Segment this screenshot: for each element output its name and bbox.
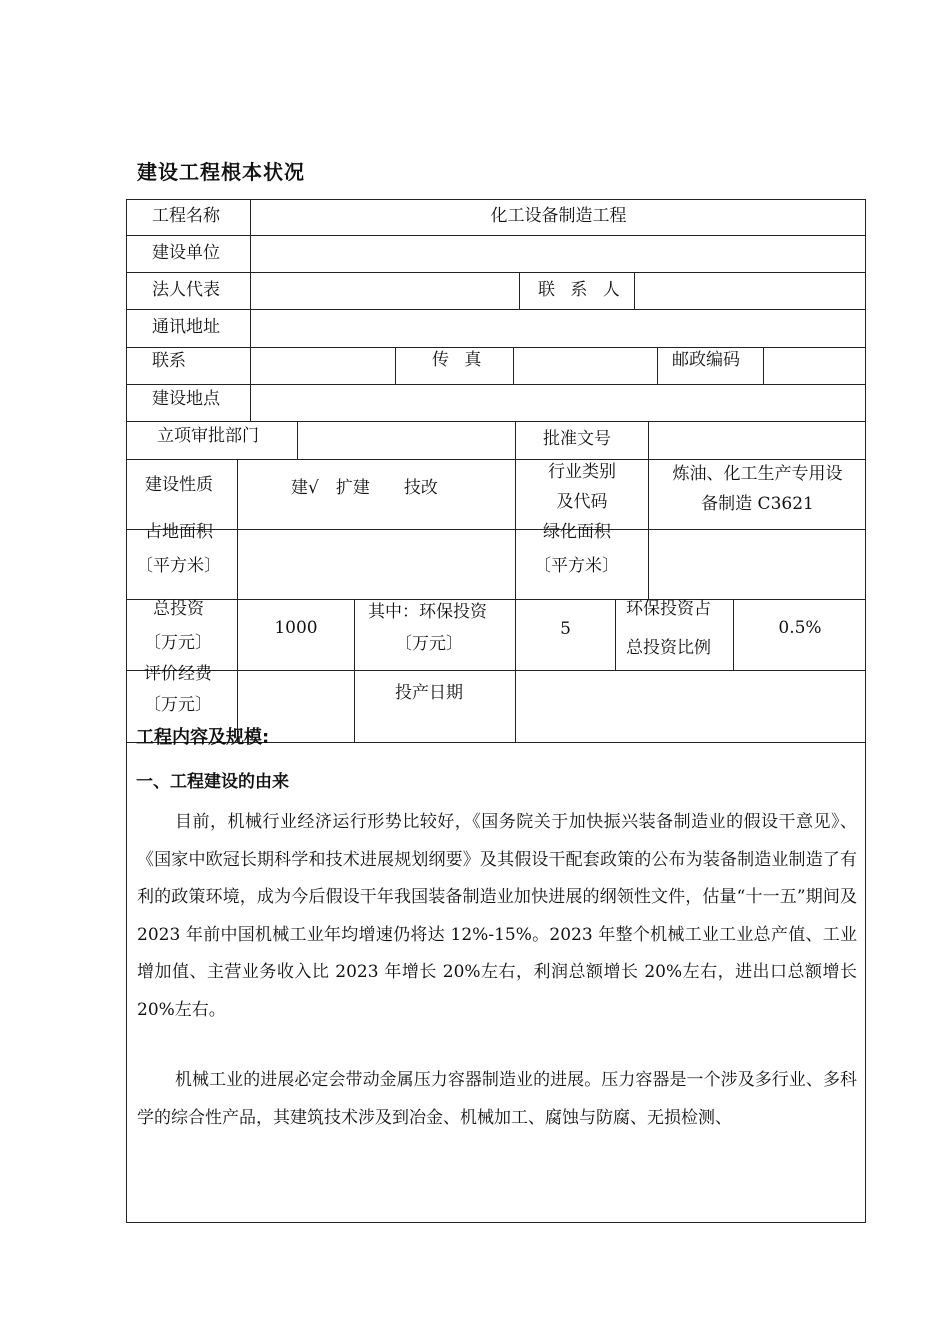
- fax-label: 传 真: [432, 350, 487, 370]
- row-divider: [126, 421, 866, 422]
- contact-person-label: 联 系 人: [538, 280, 625, 300]
- total-invest-value: 1000: [274, 618, 318, 638]
- paragraph-2: 机械工业的进展必定会带动金属压力容器制造业的进展。压力容器是一个涉及多行业、多科学的综合性产品，其建筑技术涉及到冶金、机械加工、腐蚀与防腐、无损检测、: [137, 1070, 857, 1128]
- paragraph-1: 目前，机械行业经济运行形势比较好，《国务院关于加快振兴装备制造业的假设干意见》、《国家中欧冠长期科学和技术进展规划纲要》及其假设干配套政策的公布为装备制造业制造了有利的政策环境，成为今后假设干年我国装备制造业加快进展的纲领性文件，估量“十一五”期间及 2023 年前中国机械工业年均增速仍将达 12%-15%。2023 年整个机械工业工业总产值、工业增加值、主营业务收入比 2023 年增长 20%左右，利润总额增长 20%左右，进出口总额增长 20%左右。: [137, 812, 857, 1020]
- col-divider: [634, 272, 635, 309]
- col-divider: [763, 347, 764, 384]
- nature-label: 建设性质: [145, 475, 213, 495]
- phone-label: 联系: [152, 351, 186, 371]
- env-ratio-label-2: 总投资比例: [626, 638, 711, 658]
- env-invest-value: 5: [560, 619, 571, 639]
- page-title: 建设工程根本状况: [137, 160, 305, 184]
- col-divider: [648, 421, 649, 459]
- industry-value-2: 备制造 C3621: [701, 494, 814, 514]
- env-ratio-label-1: 环保投资占: [626, 599, 711, 619]
- postcode-label: 邮政编码: [672, 350, 740, 370]
- site-label: 建设地点: [152, 389, 220, 409]
- section1-title: 一、工程建设的由来: [136, 772, 289, 792]
- industry-label-1: 行业类别: [548, 462, 616, 482]
- project-name-value: 化工设备制造工程: [490, 206, 627, 226]
- col-divider: [395, 347, 396, 384]
- col-divider: [657, 347, 658, 384]
- green-area-label-2: 〔平方米〕: [534, 556, 619, 576]
- project-name-label: 工程名称: [152, 206, 220, 226]
- address-label: 通讯地址: [152, 317, 220, 337]
- col-divider: [519, 272, 520, 309]
- col-divider: [515, 421, 516, 459]
- row-divider: [126, 347, 866, 348]
- row-divider: [126, 309, 866, 310]
- total-invest-label-2: 〔万元〕: [144, 633, 212, 653]
- col-divider: [354, 599, 355, 743]
- col-divider: [615, 599, 616, 670]
- total-invest-label-1: 总投资: [153, 599, 204, 619]
- eval-fee-label-1: 评价经费: [144, 664, 212, 684]
- col-divider: [513, 347, 514, 384]
- nature-value: 建√ 扩建 技改: [291, 478, 438, 498]
- col-divider: [237, 459, 238, 529]
- builder-label: 建设单位: [152, 243, 220, 263]
- production-date-label: 投产日期: [395, 683, 463, 703]
- green-area-label-1: 绿化面积: [543, 522, 611, 542]
- industry-value-1: 炼油、化工生产专用设: [672, 464, 843, 484]
- row-divider: [126, 272, 866, 273]
- row-divider: [126, 384, 866, 385]
- legal-rep-label: 法人代表: [152, 280, 220, 300]
- land-area-label-2: 〔平方米〕: [136, 556, 221, 576]
- col-divider: [250, 199, 251, 421]
- approval-dept-label: 立项审批部门: [157, 426, 259, 446]
- eval-fee-label-2: 〔万元〕: [144, 695, 212, 715]
- col-divider: [297, 421, 298, 459]
- env-invest-label-2: 〔万元〕: [395, 634, 463, 654]
- env-invest-label-1: 其中：环保投资: [368, 602, 487, 622]
- row-divider: [126, 235, 866, 236]
- approval-no-label: 批准文号: [543, 429, 611, 449]
- env-ratio-value: 0.5%: [778, 618, 822, 638]
- col-divider: [237, 529, 238, 599]
- industry-label-2: 及代码: [556, 492, 608, 512]
- content-heading: 工程内容及规模:: [136, 727, 270, 748]
- land-area-label-1: 占地面积: [145, 522, 213, 542]
